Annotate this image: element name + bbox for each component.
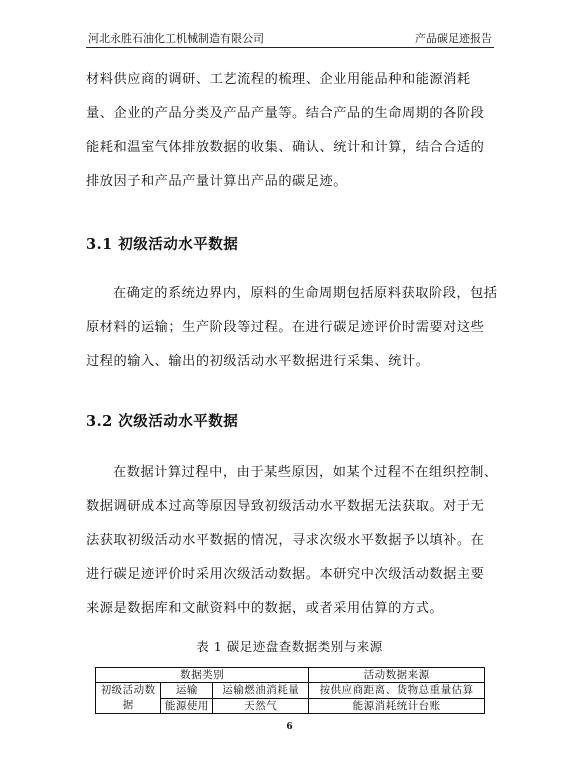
source-cell: 能源消耗统计台账 [309, 698, 485, 714]
section-3-2-heading: 3.2 次级活动水平数据 [86, 413, 239, 430]
page-header [86, 26, 494, 48]
group-label-cell: 初级活动数据 [96, 683, 161, 714]
header-data-category: 数据类别 [96, 668, 309, 683]
table-header-row [96, 668, 485, 683]
table-caption: 表 1 碳足迹盘查数据类别与来源 [196, 639, 383, 654]
header-activity-source: 活动数据来源 [309, 668, 485, 683]
data-source-table [95, 667, 485, 714]
type-cell: 运输 [161, 683, 213, 699]
table-row [96, 683, 485, 699]
section-3-1-heading: 3.1 初级活动水平数据 [86, 236, 239, 253]
intro-paragraph: 材料供应商的调研、工艺流程的梳理、企业用能品种和能源消耗量、企业的产品分类及产品产量等。结合产品的生命周期的各阶段能耗和温室气体排放数据的收集、确认、统计和计算，结合合适的排放因子和产品产量计算出产品的碳足迹。 [86, 72, 485, 189]
item-cell: 运输燃油消耗量 [213, 683, 309, 699]
item-cell: 天然气 [213, 698, 309, 714]
section-3-2-paragraph: 在数据计算过程中，由于某些原因，如某个过程不在组织控制、数据调研成本过高等原因导致初级活动水平数据无法获取。对于无法获取初级活动水平数据的情况，寻求次级水平数据予以填补。在进行碳足迹评价时采用次级活动数据。本研究中次级活动数据主要来源是数据库和文献资料中的数据，或者采用估算的方式。 [86, 465, 498, 616]
source-cell: 按供应商距离、货物总重量估算 [309, 683, 485, 699]
type-cell: 能源使用 [161, 698, 213, 714]
section-3-1-paragraph: 在确定的系统边界内，原料的生命周期包括原料获取阶段，包括原材料的运输；生产阶段等过程。在进行碳足迹评价时需要对这些过程的输入、输出的初级活动水平数据进行采集、统计。 [86, 286, 498, 369]
header-report-title: 产品碳足迹报告 [415, 32, 492, 45]
header-company-name: 河北永胜石油化工机械制造有限公司 [88, 32, 264, 45]
page-number: 6 [286, 722, 293, 732]
